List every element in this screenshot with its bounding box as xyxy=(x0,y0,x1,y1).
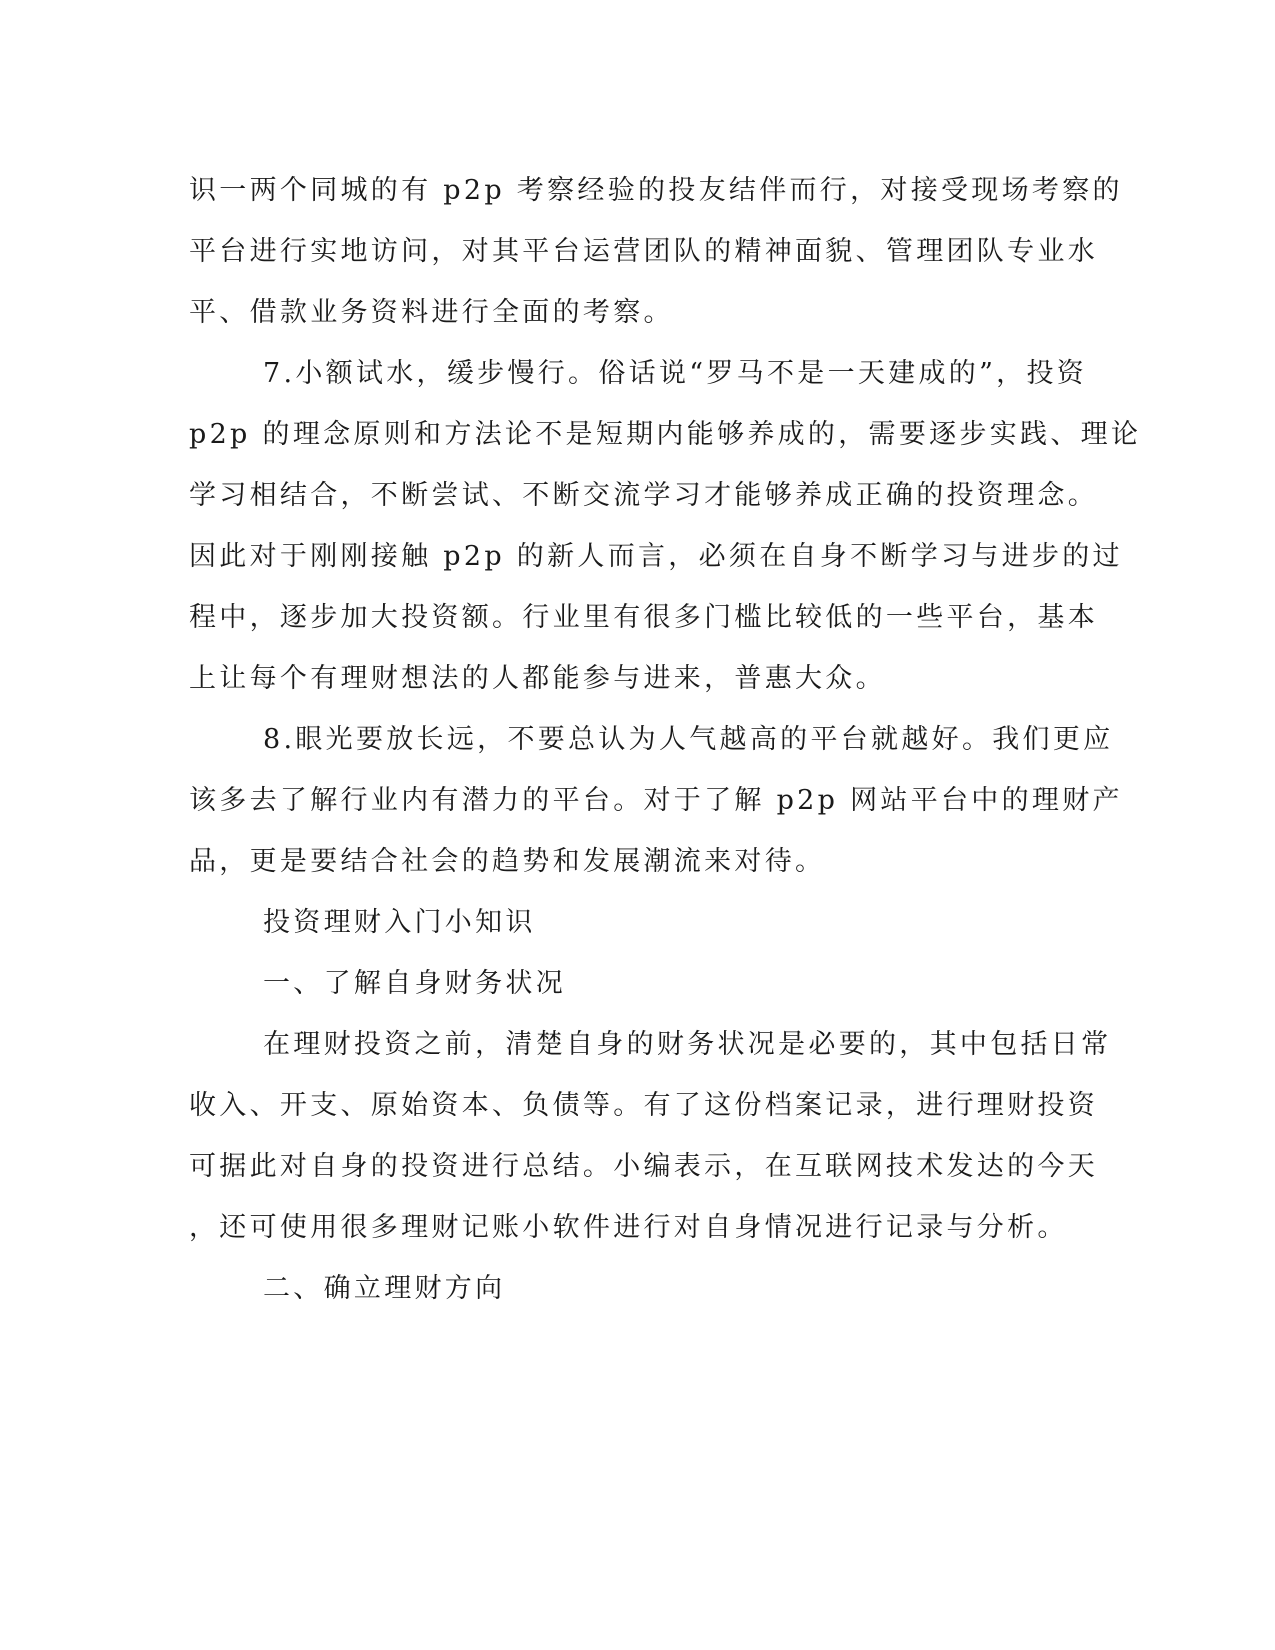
text-line: 因此对于刚刚接触 p2p 的新人而言，必须在自身不断学习与进步的过 xyxy=(189,541,1123,572)
text-line: 学习相结合，不断尝试、不断交流学习才能够养成正确的投资理念。 xyxy=(189,480,1098,511)
text-line: 可据此对自身的投资进行总结。小编表示，在互联网技术发达的今天 xyxy=(189,1151,1098,1182)
paragraph-start-line: 在理财投资之前，清楚自身的财务状况是必要的，其中包括日常 xyxy=(263,1029,1112,1060)
text-line: 平台进行实地访问，对其平台运营团队的精神面貌、管理团队专业水 xyxy=(189,236,1098,267)
text-line: 品，更是要结合社会的趋势和发展潮流来对待。 xyxy=(189,846,826,877)
body-text xyxy=(189,160,1142,1319)
subsection-heading: 一、了解自身财务状况 xyxy=(263,968,566,999)
text-line: 程中，逐步加大投资额。行业里有很多门槛比较低的一些平台，基本 xyxy=(189,602,1098,633)
paragraph-start-line: 7.小额试水，缓步慢行。俗话说“罗马不是一天建成的”，投资 xyxy=(263,358,1088,389)
text-line: p2p 的理念原则和方法论不是短期内能够养成的，需要逐步实践、理论 xyxy=(189,419,1142,450)
text-line: 该多去了解行业内有潜力的平台。对于了解 p2p 网站平台中的理财产 xyxy=(189,785,1123,816)
section-heading: 投资理财入门小知识 xyxy=(263,907,536,938)
subsection-heading: 二、确立理财方向 xyxy=(263,1273,506,1304)
text-line: 上让每个有理财想法的人都能参与进来，普惠大众。 xyxy=(189,663,886,694)
text-line: ，还可使用很多理财记账小软件进行对自身情况进行记录与分析。 xyxy=(189,1212,1068,1243)
paragraph-start-line: 8.眼光要放长远，不要总认为人气越高的平台就越好。我们更应 xyxy=(263,724,1114,755)
text-line: 平、借款业务资料进行全面的考察。 xyxy=(189,297,674,328)
text-line: 识一两个同城的有 p2p 考察经验的投友结伴而行，对接受现场考察的 xyxy=(189,175,1123,206)
text-line: 收入、开支、原始资本、负债等。有了这份档案记录，进行理财投资 xyxy=(189,1090,1098,1121)
